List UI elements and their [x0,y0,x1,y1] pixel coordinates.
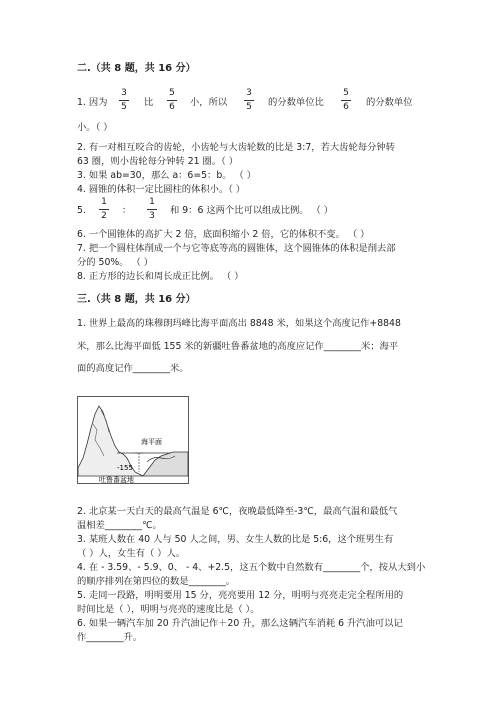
q1-text-part5: 的分数单位 [366,97,413,108]
s3-q4-line1: 4. 在 - 3.59、- 5.9、0、 - 4、+2.5，这五个数中自然数有________个，按从大到小 [77,562,426,573]
q1-text-part2: 比 [144,97,154,108]
q5-text-part1: 5. [77,205,86,216]
s3-q3-line1: 3. 某班人数在 40 人与 50 人之间，男、女生人数的比是 5:6，这个班男生有 [77,534,394,545]
frac-den: 3 [149,211,155,221]
s3-q2-line2: 温相差________℃。 [77,520,162,531]
q6-line: 6. 一个圆锥体的高扩大 2 倍，底面积缩小 2 倍，它的体积不变。 （ ） [77,229,370,240]
frac-num: 3 [246,88,252,98]
q7-line2: 分的 50%。 （ ） [77,257,154,268]
fraction-5-6-b [340,88,352,113]
q1-text-part4: 的分数单位比 [268,97,324,108]
q5-colon: ： [122,205,132,216]
s3-q1-line1: 1. 世界上最高的珠穆朗玛峰比海平面高出 8848 米，如果这个高度记作+8848 [77,318,401,329]
s3-q5-line1: 5. 走同一段路，明明要用 15 分，亮亮要用 12 分，明明与亮亮走完全程所用的 [77,590,404,601]
fraction-1-3 [146,197,158,222]
frac-num: 5 [169,88,175,98]
s3-q4-line2: 的顺序排列在第四位的数是________。 [77,576,236,587]
section2-heading: 二.（共 8 题，共 16 分） [77,63,196,74]
s3-q6-line1: 6. 如果一辆汽车加 20 升汽油记作＋20 升，那么这辆汽车消耗 6 升汽油可以记 [77,618,403,629]
s3-q3-line2: （ ）人，女生有（ ）人。 [77,548,186,559]
frac-den: 6 [343,102,349,112]
s3-q6-line2: 作________升。 [77,632,143,643]
sea-level-label: 海平面 [141,438,162,446]
turpan-basin-illustration [77,396,189,484]
q2-line1: 2. 有一对相互咬合的齿轮，小齿轮与大齿轮数的比是 3:7，若大齿轮每分钟转 [77,142,395,153]
q5-text-part2: 和 9：6 这两个比可以组成比例。 （ ） [170,205,334,216]
frac-den: 5 [121,102,127,112]
s3-q1-line2: 米，那么比海平面低 155 米的新疆吐鲁番盆地的高度应记作________米；海平 [77,341,399,352]
q4-line: 4. 圆锥的体积一定比圆柱的体积小。（ ） [77,184,246,195]
frac-num: 1 [101,197,107,207]
fraction-5-6-a [166,88,178,113]
q8-line: 8. 正方形的边长和周长成正比例。 （ ） [77,271,244,282]
q1-text-part1: 1. 因为 [77,97,108,108]
q1-text-part3: 小，所以 [190,97,228,108]
s3-q1-line3: 面的高度记作________米。 [77,363,189,374]
frac-num: 5 [343,88,349,98]
q7-line1: 7. 把一个圆柱体削成一个与它等底等高的圆锥体，这个圆锥体的体积是削去部 [77,243,396,254]
frac-num: 1 [149,197,155,207]
basin-label: 吐鲁番盆地 [99,476,134,484]
q3-line: 3. 如果 ab=30，那么 a：6=5：b。 （ ） [77,170,257,181]
frac-den: 6 [169,102,175,112]
s3-q2-line1: 2. 北京某一天白天的最高气温是 6℃，夜晚最低降至-3℃，最高气温和最低气 [77,506,398,517]
frac-den: 2 [101,211,107,221]
fraction-3-5-b [243,88,255,113]
frac-num: 3 [121,88,127,98]
s3-q5-line2: 时间比是（ ），明明与亮亮的速度比是（ ）。 [77,604,260,615]
fraction-1-2 [98,197,110,222]
section3-heading: 三.（共 8 题，共 16 分） [77,294,196,305]
depth-label: -155 [117,464,133,472]
q1-line2: 小。（ ） [77,122,113,133]
q2-line2: 63 圈，则小齿轮每分钟转 21 圈。（ ） [77,156,238,167]
frac-den: 5 [246,102,252,112]
fraction-3-5-a [118,88,130,113]
